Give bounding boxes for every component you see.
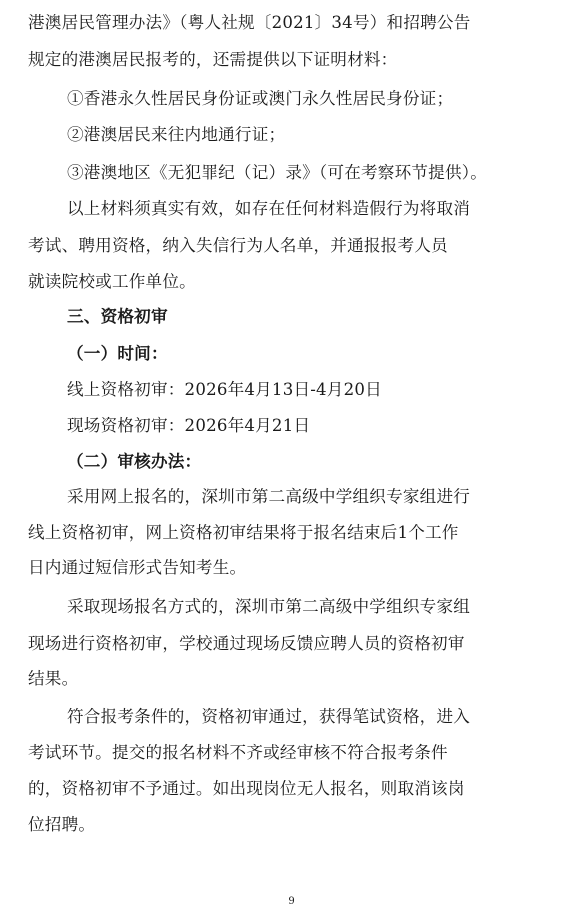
body-line: 符合报考条件的，资格初审通过，获得笔试资格，进入 [67, 707, 471, 726]
body-line: 就读院校或工作单位。 [28, 272, 196, 291]
body-line: 日内通过短信形式告知考生。 [28, 558, 247, 577]
list-item: ②港澳居民来往内地通行证； [67, 125, 286, 144]
section-heading: 三、资格初审 [67, 306, 168, 326]
body-line: 考试环节。提交的报名材料不齐或经审核不符合报考条件 [28, 743, 448, 762]
body-line: 采取现场报名方式的，深圳市第二高级中学组织专家组 [67, 597, 471, 616]
body-line: 规定的港澳居民报考的，还需提供以下证明材料： [28, 50, 398, 69]
page-number: 9 [288, 896, 295, 907]
body-line: 以上材料须真实有效，如存在任何材料造假行为将取消 [67, 199, 471, 218]
list-item: ③港澳地区《无犯罪纪（记）录》（可在考察环节提供）。 [67, 163, 488, 182]
body-line: 港澳居民管理办法》（粤人社规〔2021〕34号）和招聘公告 [28, 13, 471, 32]
body-line: 线上资格初审，网上资格初审结果将于报名结束后1个工作 [28, 523, 459, 542]
body-line: 现场进行资格初审，学校通过现场反馈应聘人员的资格初审 [28, 634, 465, 653]
subsection-heading: （二）审核办法： [67, 451, 202, 471]
body-line: 采用网上报名的，深圳市第二高级中学组织专家组进行 [67, 487, 471, 506]
body-line: 结果。 [28, 669, 79, 688]
body-line: 考试、聘用资格，纳入失信行为人名单，并通报报考人员 [28, 236, 448, 255]
body-line: 线上资格初审：2026年4月13日-4月20日 [67, 380, 382, 399]
subsection-heading: （一）时间： [67, 343, 168, 363]
body-line: 现场资格初审：2026年4月21日 [67, 416, 311, 435]
body-line: 位招聘。 [28, 815, 96, 834]
body-line: 的，资格初审不予通过。如出现岗位无人报名，则取消该岗 [28, 779, 465, 798]
list-item: ①香港永久性居民身份证或澳门永久性居民身份证； [67, 89, 454, 108]
